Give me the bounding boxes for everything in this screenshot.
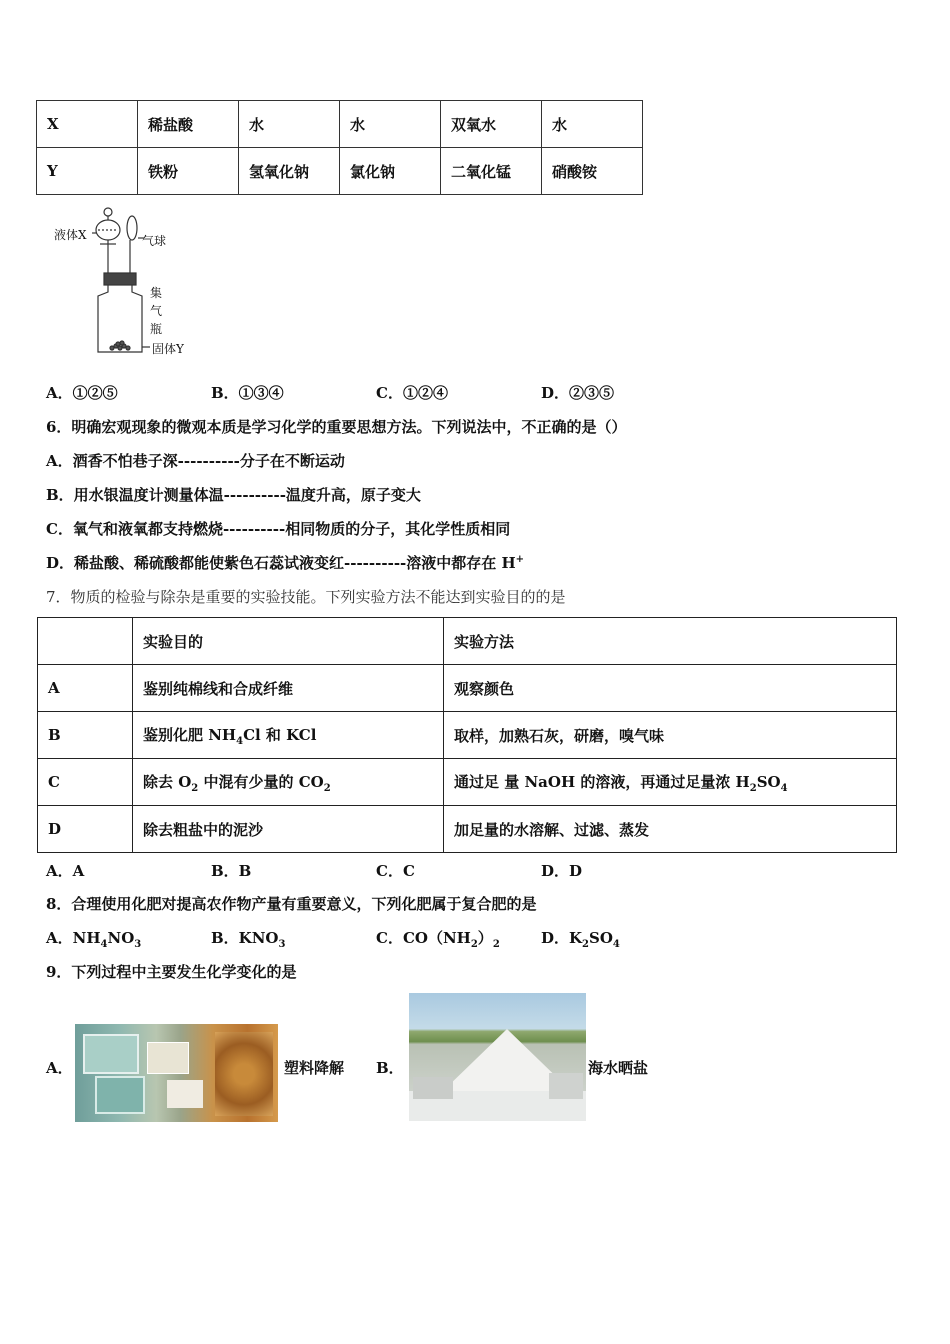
q6-option-c: C．氧气和液氧都支持燃烧----------相同物质的分子，其化学性质相同 <box>46 520 511 538</box>
subscript: 4 <box>236 735 244 747</box>
row-purpose <box>133 712 444 759</box>
table-cell: 稀盐酸 <box>138 101 239 148</box>
image-fragment <box>95 1076 145 1114</box>
table-cell: 氢氧化钠 <box>239 148 340 195</box>
row-purpose: 鉴别纯棉线和合成纤维 <box>133 665 444 712</box>
sea-salt-image <box>409 993 586 1121</box>
text: A．NH <box>46 929 101 947</box>
subscript: 4 <box>780 782 788 794</box>
q6-option-d-sup: + <box>515 554 525 565</box>
label-bottle-3: 瓶 <box>150 322 163 336</box>
table-cell: 水 <box>239 101 340 148</box>
table-header-row <box>38 618 897 665</box>
row-method <box>444 759 897 806</box>
label-liquid-x: 液体X <box>54 228 87 242</box>
table-cell: 硝酸铵 <box>542 148 643 195</box>
image-fragment <box>83 1034 139 1074</box>
apparatus-diagram <box>50 200 210 365</box>
subscript: 3 <box>278 939 286 950</box>
plastic-degradation-image <box>75 1024 278 1122</box>
q5-option-a: A．①②⑤ <box>46 384 118 402</box>
table-cell: 铁粉 <box>138 148 239 195</box>
label-bottle-2: 气 <box>150 304 163 318</box>
image-fragment <box>215 1032 273 1116</box>
table-row <box>37 148 643 195</box>
subscript: 4 <box>612 939 620 950</box>
row-key: C <box>38 759 133 806</box>
text: B．KNO <box>211 929 279 947</box>
row-key: A <box>38 665 133 712</box>
subscript: 2 <box>191 782 199 794</box>
row-purpose <box>133 759 444 806</box>
q8-option-a <box>46 927 141 950</box>
q6-option-a: A．酒香不怕巷子深----------分子在不断运动 <box>46 452 345 470</box>
table-cell: 水 <box>340 101 441 148</box>
q9-option-b: B． <box>376 1059 404 1077</box>
q7-stem: 7．物质的检验与除杂是重要的实验技能。下列实验方法不能达到实验目的的是 <box>46 588 566 606</box>
image-fragment <box>167 1080 203 1108</box>
building <box>413 1077 453 1099</box>
q7-option-c: C．C <box>376 862 415 880</box>
text: NO <box>107 929 135 947</box>
row-purpose: 除去粗盐中的泥沙 <box>133 806 444 853</box>
header-cell <box>38 618 133 665</box>
row-method: 取样，加熟石灰，研磨，嗅气味 <box>444 712 897 759</box>
q6-option-d-text: D．稀盐酸、稀硫酸都能使紫色石蕊试液变红----------溶液中都存在 H <box>46 554 516 572</box>
label-solid-y: 固体Y <box>152 342 184 356</box>
row-label: X <box>37 101 138 148</box>
q6-option-b: B．用水银温度计测量体温----------温度升高，原子变大 <box>46 486 421 504</box>
subscript: 4 <box>100 939 108 950</box>
row-key: B <box>38 712 133 759</box>
table-cell: 二氧化锰 <box>441 148 542 195</box>
text: ） <box>477 929 493 947</box>
header-cell: 实验方法 <box>444 618 897 665</box>
table-cell: 双氧水 <box>441 101 542 148</box>
q5-option-c: C．①②④ <box>376 384 448 402</box>
subscript: 2 <box>492 939 500 950</box>
text: 中混有少量的 CO <box>198 772 324 791</box>
table-row <box>38 806 897 853</box>
table-row <box>38 665 897 712</box>
flask-balloon-icon <box>50 200 210 365</box>
q9-stem: 9．下列过程中主要发生化学变化的是 <box>46 963 297 981</box>
q7-table <box>37 617 897 853</box>
header-cell: 实验目的 <box>133 618 444 665</box>
table-row <box>38 712 897 759</box>
text: 除去 O <box>143 772 192 791</box>
label-balloon: 气球 <box>142 234 167 248</box>
row-key: D <box>38 806 133 853</box>
text: Cl 和 KCl <box>243 725 317 744</box>
text: 鉴别化肥 NH <box>143 725 237 744</box>
text: SO <box>756 772 781 791</box>
text: SO <box>589 929 613 947</box>
subscript: 3 <box>134 939 142 950</box>
q5-option-b: B．①③④ <box>211 384 284 402</box>
text: C．CO（NH <box>376 929 471 947</box>
q9-option-a: A． <box>46 1059 73 1077</box>
text: D．K <box>541 929 583 947</box>
q7-option-a: A．A <box>46 862 85 880</box>
q8-stem: 8．合理使用化肥对提高农作物产量有重要意义，下列化肥属于复合肥的是 <box>46 895 537 913</box>
row-method: 加足量的水溶解、过滤、蒸发 <box>444 806 897 853</box>
q7-option-b: B．B <box>211 862 252 880</box>
text: 通过足 量 NaOH 的溶液，再通过足量浓 H <box>454 772 750 791</box>
label-sea-salt: 海水晒盐 <box>588 1059 649 1077</box>
image-fragment <box>147 1042 189 1074</box>
subscript: 2 <box>749 782 757 794</box>
subscript: 2 <box>323 782 331 794</box>
table-row <box>38 759 897 806</box>
row-method: 观察颜色 <box>444 665 897 712</box>
q8-option-c <box>376 927 500 950</box>
subscript: 2 <box>470 939 478 950</box>
table-cell: 氯化钠 <box>340 148 441 195</box>
row-label: Y <box>37 148 138 195</box>
building <box>549 1073 583 1099</box>
subscript: 2 <box>582 939 590 950</box>
q6-stem: 6．明确宏观现象的微观本质是学习化学的重要思想方法。下列说法中，不正确的是（） <box>46 418 627 436</box>
q8-option-d <box>541 927 620 950</box>
table-row <box>37 101 643 148</box>
q7-option-d: D．D <box>541 862 583 880</box>
q8-option-b <box>211 927 285 950</box>
label-plastic-degradation: 塑料降解 <box>284 1059 345 1077</box>
xy-table <box>36 100 643 195</box>
label-bottle-1: 集 <box>150 286 163 300</box>
q6-option-d <box>46 552 524 573</box>
table-cell: 水 <box>542 101 643 148</box>
q5-option-d: D．②③⑤ <box>541 384 615 402</box>
